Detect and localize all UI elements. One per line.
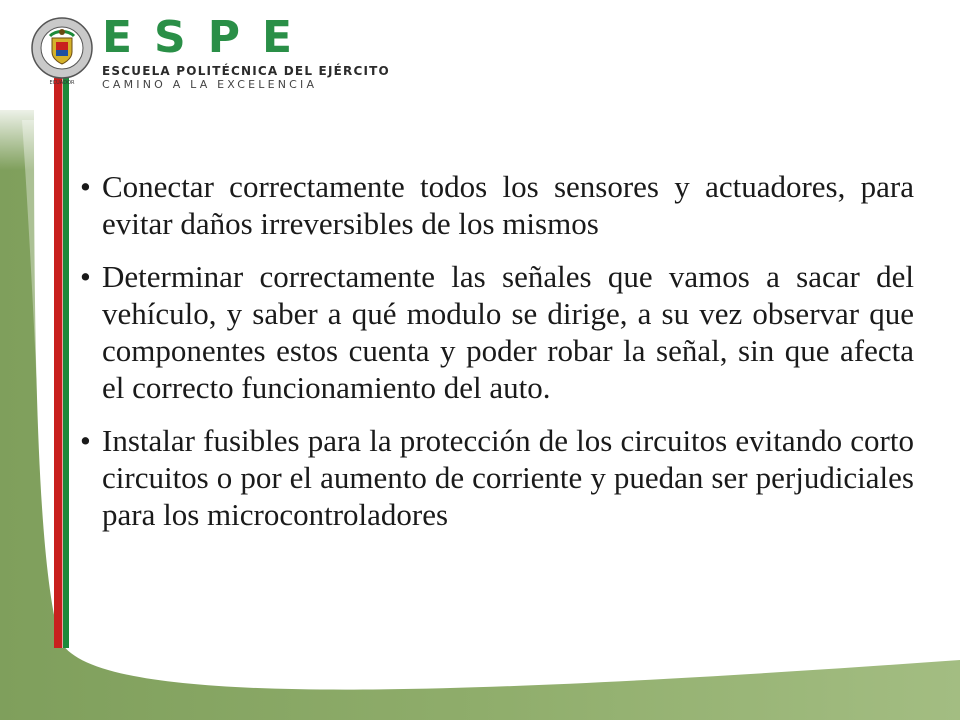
- brand-acronym: ESPE: [102, 12, 315, 63]
- bullet-icon: •: [80, 259, 91, 294]
- header: [30, 12, 390, 91]
- bullet-icon: •: [80, 423, 91, 458]
- bullet-item-signals: [78, 258, 914, 406]
- content-area: [78, 168, 914, 549]
- institution-motto: CAMINO A LA EXCELENCIA: [102, 78, 318, 91]
- green-stripe: [63, 78, 69, 648]
- svg-text:ECUADOR: ECUADOR: [49, 80, 75, 86]
- bullet-text: Instalar fusibles para la protección de los circuitos evitando corto circuitos o por el aumento de corriente y puedan ser perjudiciales para los microcontroladores: [102, 423, 914, 532]
- stripe-divider: [62, 78, 63, 648]
- bullet-text: Determinar correctamente las señales que vamos a sacar del vehículo, y saber a qué modulo se dirige, a su vez observar que componentes estos cuenta y poder robar la señal, sin que afecta el correcto funcionamiento del auto.: [102, 259, 914, 405]
- espe-seal-logo: [30, 14, 94, 86]
- institution-name: ESCUELA POLITÉCNICA DEL EJÉRCITO: [102, 64, 390, 78]
- bullet-item-fuses: [78, 422, 914, 533]
- brand-block: [102, 14, 390, 92]
- bullet-icon: •: [80, 169, 91, 204]
- bullet-list: [78, 168, 914, 533]
- red-stripe: [54, 78, 63, 648]
- bullet-item-sensors: [78, 168, 914, 242]
- bullet-text: Conectar correctamente todos los sensores y actuadores, para evitar daños irreversibles de los mismos: [102, 169, 914, 241]
